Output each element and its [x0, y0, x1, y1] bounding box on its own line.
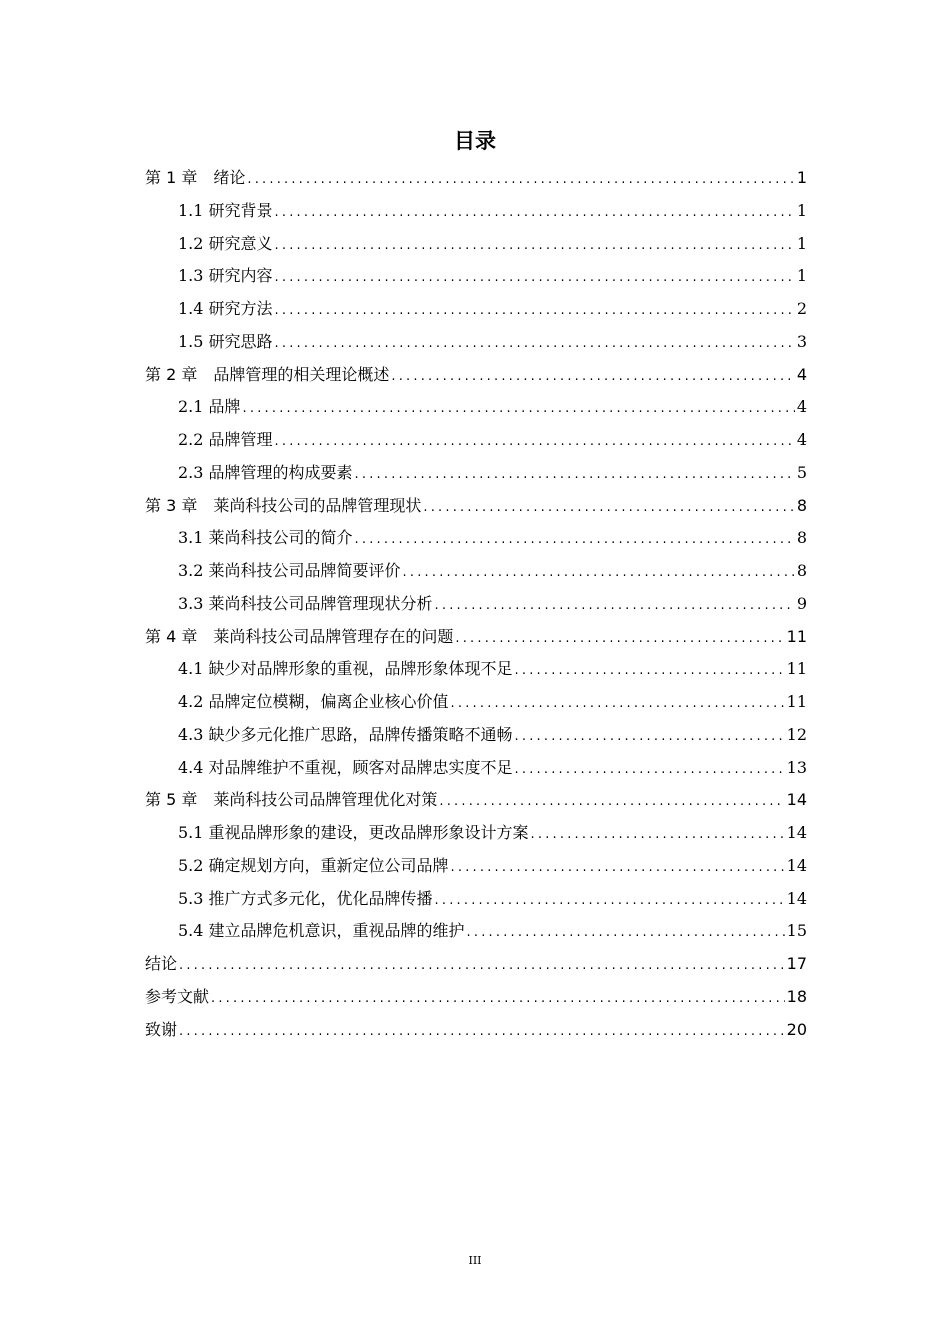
- toc-entry-title: 3.1 莱尚科技公司的简介: [178, 528, 353, 548]
- toc-entry-title: 5.3 推广方式多元化，优化品牌传播: [178, 888, 433, 908]
- toc-page-number: 20: [786, 1019, 807, 1039]
- toc-dot-leader: [211, 983, 785, 1016]
- toc-section-entry[interactable]: [145, 588, 807, 621]
- toc-page-number: 5: [796, 462, 807, 482]
- toc-entry-title: 1.5 研究思路: [178, 331, 273, 351]
- toc-page-number: 11: [786, 659, 807, 679]
- toc-dot-leader: [275, 262, 795, 295]
- toc-entry-title: 参考文献: [145, 986, 210, 1006]
- toc-page-number: 8: [796, 495, 807, 515]
- toc-entry-title: 4.4 对品牌维护不重视，顾客对品牌忠实度不足: [178, 757, 513, 777]
- toc-dot-leader: [451, 852, 785, 885]
- toc-dot-leader: [275, 328, 795, 361]
- toc-page-number: 2: [796, 299, 807, 318]
- toc-entry-title: 1.2 研究意义: [178, 233, 273, 253]
- toc-page-number: 4: [796, 430, 807, 449]
- toc-dot-leader: [179, 1016, 785, 1049]
- toc-chapter-entry[interactable]: [145, 359, 807, 392]
- toc-dot-leader: [467, 917, 785, 950]
- toc-dot-leader: [275, 426, 795, 459]
- toc-dot-leader: [275, 295, 795, 328]
- toc-entry-title: 4.2 品牌定位模糊，偏离企业核心价值: [178, 692, 449, 711]
- toc-page-number: 8: [796, 528, 807, 548]
- toc-dot-leader: [179, 950, 785, 983]
- toc-entry-title: 第 5 章 莱尚科技公司品牌管理优化对策: [145, 790, 438, 810]
- toc-section-entry[interactable]: [145, 326, 807, 359]
- toc-section-entry[interactable]: [145, 195, 807, 228]
- toc-entry-title: 1.1 研究背景: [178, 200, 273, 220]
- toc-entry-title: 第 4 章 莱尚科技公司品牌管理存在的问题: [145, 626, 454, 646]
- toc-page-number: 1: [796, 266, 807, 286]
- toc-page-number: 17: [786, 954, 807, 973]
- toc-page-number: 18: [786, 986, 807, 1006]
- toc-section-entry[interactable]: [145, 752, 807, 785]
- toc-page-number: 11: [786, 626, 807, 646]
- toc-section-entry[interactable]: [145, 653, 807, 686]
- toc-dot-leader: [515, 754, 785, 787]
- toc-dot-leader: [515, 655, 785, 688]
- toc-entry-title: 2.2 品牌管理: [178, 430, 273, 449]
- toc-entry-title: 1.4 研究方法: [178, 299, 273, 318]
- page-title: 目录: [454, 129, 496, 153]
- toc-page-number: 14: [786, 790, 807, 810]
- toc-section-entry[interactable]: [145, 850, 807, 883]
- toc-entry-title: 致谢: [145, 1019, 178, 1039]
- table-of-contents: [145, 162, 807, 1046]
- toc-dot-leader: [515, 721, 785, 754]
- toc-entry-title: 3.3 莱尚科技公司品牌管理现状分析: [178, 593, 433, 613]
- toc-page-number: 14: [786, 823, 807, 842]
- toc-dot-leader: [403, 557, 795, 590]
- toc-page-number: 14: [786, 888, 807, 908]
- toc-page-number: 15: [786, 921, 807, 941]
- toc-section-entry[interactable]: [145, 424, 807, 457]
- toc-dot-leader: [435, 590, 795, 623]
- toc-dot-leader: [355, 524, 795, 557]
- toc-entry-title: 4.3 缺少多元化推广思路，品牌传播策略不通畅: [178, 724, 513, 744]
- toc-chapter-entry[interactable]: [145, 981, 807, 1014]
- toc-page-number: 1: [796, 168, 807, 187]
- toc-dot-leader: [391, 361, 794, 394]
- toc-section-entry[interactable]: [145, 686, 807, 719]
- toc-dot-leader: [435, 885, 785, 918]
- toc-section-entry[interactable]: [145, 883, 807, 916]
- toc-dot-leader: [455, 623, 784, 656]
- toc-page-number: 1: [796, 233, 807, 253]
- toc-entry-title: 3.2 莱尚科技公司品牌简要评价: [178, 561, 401, 580]
- toc-chapter-entry[interactable]: [145, 1014, 807, 1047]
- toc-page-number: 11: [786, 692, 807, 711]
- toc-section-entry[interactable]: [145, 555, 807, 588]
- toc-dot-leader: [423, 492, 794, 525]
- toc-section-entry[interactable]: [145, 915, 807, 948]
- toc-page-number: 4: [796, 364, 807, 384]
- toc-page-number: 4: [796, 397, 807, 417]
- toc-entry-title: 结论: [145, 954, 178, 973]
- toc-chapter-entry[interactable]: [145, 784, 807, 817]
- toc-entry-title: 第 3 章 莱尚科技公司的品牌管理现状: [145, 495, 422, 515]
- toc-dot-leader: [275, 197, 795, 230]
- toc-chapter-entry[interactable]: [145, 162, 807, 195]
- toc-entry-title: 5.4 建立品牌危机意识，重视品牌的维护: [178, 921, 465, 941]
- toc-entry-title: 4.1 缺少对品牌形象的重视，品牌形象体现不足: [178, 659, 513, 679]
- toc-entry-title: 1.3 研究内容: [178, 266, 273, 286]
- page-number: III: [468, 1254, 482, 1267]
- toc-entry-title: 5.1 重视品牌形象的建设，更改品牌形象设计方案: [178, 823, 529, 842]
- toc-section-entry[interactable]: [145, 522, 807, 555]
- toc-entry-title: 2.1 品牌: [178, 397, 241, 417]
- toc-dot-leader: [243, 393, 795, 426]
- toc-dot-leader: [439, 786, 784, 819]
- toc-page-number: 8: [796, 561, 807, 580]
- toc-entry-title: 第 2 章 品牌管理的相关理论概述: [145, 364, 390, 384]
- toc-section-entry[interactable]: [145, 817, 807, 850]
- toc-dot-leader: [451, 688, 785, 721]
- toc-entry-title: 第 1 章 绪论: [145, 168, 246, 187]
- toc-page-number: 3: [796, 331, 807, 351]
- toc-section-entry[interactable]: [145, 719, 807, 752]
- toc-dot-leader: [531, 819, 785, 852]
- toc-page-number: 9: [796, 593, 807, 613]
- toc-entry-title: 5.2 确定规划方向，重新定位公司品牌: [178, 855, 449, 875]
- toc-page-number: 12: [786, 724, 807, 744]
- toc-page-number: 13: [786, 757, 807, 777]
- toc-dot-leader: [247, 164, 794, 197]
- toc-section-entry[interactable]: [145, 293, 807, 326]
- toc-section-entry[interactable]: [145, 457, 807, 490]
- toc-page-number: 1: [796, 200, 807, 220]
- toc-section-entry[interactable]: [145, 260, 807, 293]
- toc-chapter-entry[interactable]: [145, 621, 807, 654]
- toc-entry-title: 2.3 品牌管理的构成要素: [178, 462, 353, 482]
- toc-dot-leader: [355, 459, 795, 492]
- toc-dot-leader: [275, 230, 795, 263]
- toc-chapter-entry[interactable]: [145, 490, 807, 523]
- toc-section-entry[interactable]: [145, 228, 807, 261]
- toc-page-number: 14: [786, 855, 807, 875]
- toc-section-entry[interactable]: [145, 391, 807, 424]
- toc-chapter-entry[interactable]: [145, 948, 807, 981]
